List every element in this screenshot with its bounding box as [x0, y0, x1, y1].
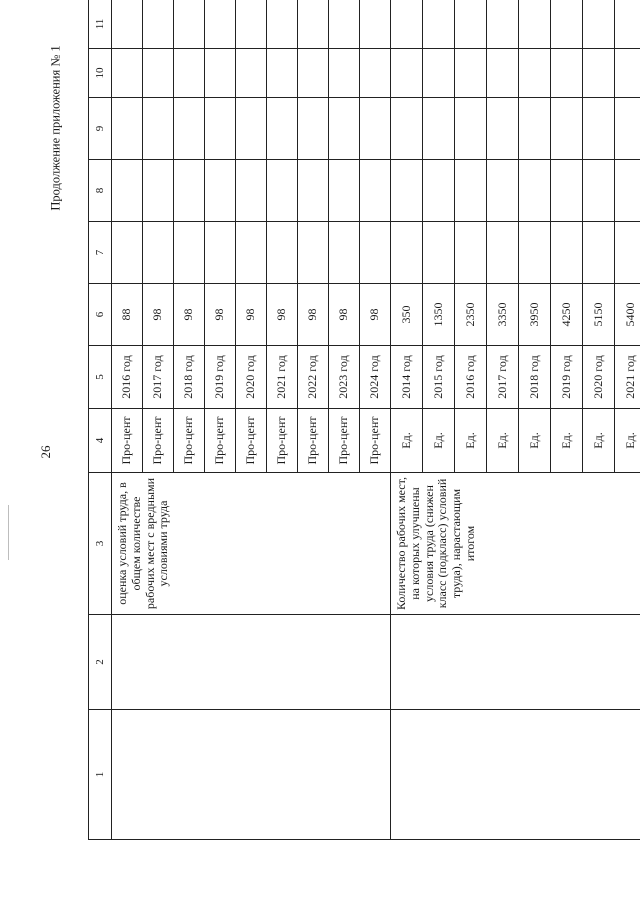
year-cell: 2019 год: [205, 346, 236, 409]
rotated-table-container: [88, 18, 637, 840]
blank-cell: [267, 222, 298, 284]
page-number: 26: [38, 445, 53, 459]
value-cell: 4250: [551, 284, 583, 346]
year-cell: 2018 год: [519, 346, 551, 409]
blank-cell: [487, 98, 519, 160]
value-cell: 98: [236, 284, 267, 346]
blank-cell: [174, 0, 205, 49]
blank-cell: [455, 0, 487, 49]
unit-cell: Ед.: [455, 409, 487, 473]
blank-cell: [455, 222, 487, 284]
appendix-continuation-header: Продолжение приложения № 1: [48, 45, 63, 211]
column-number: 8: [89, 160, 112, 222]
value-cell: 5150: [583, 284, 615, 346]
blank-cell: [112, 710, 391, 840]
unit-cell: Ед.: [519, 409, 551, 473]
blank-cell: [615, 49, 640, 98]
blank-cell: [519, 0, 551, 49]
value-cell: 98: [143, 284, 174, 346]
column-number: 4: [89, 409, 112, 473]
value-cell: 350: [391, 284, 423, 346]
blank-cell: [329, 222, 360, 284]
column-number: 2: [89, 615, 112, 710]
unit-cell: Ед.: [583, 409, 615, 473]
blank-cell: [112, 0, 143, 49]
value-cell: 3950: [519, 284, 551, 346]
blank-cell: [487, 49, 519, 98]
blank-cell: [298, 98, 329, 160]
blank-cell: [391, 710, 640, 840]
value-cell: 2350: [455, 284, 487, 346]
year-cell: 2020 год: [236, 346, 267, 409]
value-cell: 98: [329, 284, 360, 346]
blank-cell: [174, 160, 205, 222]
unit-cell: Ед.: [551, 409, 583, 473]
blank-cell: [236, 98, 267, 160]
blank-cell: [583, 0, 615, 49]
blank-cell: [519, 49, 551, 98]
year-cell: 2017 год: [143, 346, 174, 409]
blank-cell: [391, 98, 423, 160]
blank-cell: [360, 49, 391, 98]
blank-cell: [112, 49, 143, 98]
indicators-table: [88, 0, 640, 840]
blank-cell: [298, 0, 329, 49]
value-cell: 88: [112, 284, 143, 346]
value-cell: 98: [174, 284, 205, 346]
column-number: 9: [89, 98, 112, 160]
blank-cell: [360, 160, 391, 222]
blank-cell: [391, 160, 423, 222]
blank-cell: [267, 0, 298, 49]
blank-cell: [551, 222, 583, 284]
blank-cell: [615, 0, 640, 49]
blank-cell: [551, 0, 583, 49]
unit-cell: Ед.: [487, 409, 519, 473]
blank-cell: [143, 222, 174, 284]
unit-cell: Про-цент: [174, 409, 205, 473]
blank-cell: [583, 222, 615, 284]
blank-cell: [455, 49, 487, 98]
column-number: 1: [89, 710, 112, 840]
blank-cell: [298, 222, 329, 284]
year-cell: 2020 год: [583, 346, 615, 409]
table-row: [391, 0, 423, 840]
year-cell: 2015 год: [423, 346, 455, 409]
blank-cell: [519, 222, 551, 284]
blank-cell: [329, 0, 360, 49]
blank-cell: [143, 98, 174, 160]
blank-cell: [360, 0, 391, 49]
blank-cell: [143, 49, 174, 98]
unit-cell: Про-цент: [205, 409, 236, 473]
blank-cell: [174, 98, 205, 160]
blank-cell: [551, 49, 583, 98]
blank-cell: [205, 98, 236, 160]
blank-cell: [583, 98, 615, 160]
blank-cell: [519, 160, 551, 222]
blank-cell: [487, 160, 519, 222]
blank-cell: [205, 0, 236, 49]
value-cell: 98: [298, 284, 329, 346]
unit-cell: Про-цент: [298, 409, 329, 473]
blank-cell: [329, 49, 360, 98]
blank-cell: [143, 0, 174, 49]
blank-cell: [391, 615, 640, 710]
blank-cell: [174, 222, 205, 284]
blank-cell: [329, 160, 360, 222]
blank-cell: [236, 160, 267, 222]
blank-cell: [236, 49, 267, 98]
column-number: 3: [89, 473, 112, 615]
blank-cell: [423, 98, 455, 160]
column-number: 6: [89, 284, 112, 346]
value-cell: 98: [205, 284, 236, 346]
blank-cell: [360, 222, 391, 284]
table-row: [112, 0, 143, 840]
blank-cell: [143, 160, 174, 222]
blank-cell: [519, 98, 551, 160]
year-cell: 2019 год: [551, 346, 583, 409]
blank-cell: [360, 98, 391, 160]
blank-cell: [112, 160, 143, 222]
column-number-row: [89, 0, 112, 840]
year-cell: 2023 год: [329, 346, 360, 409]
blank-cell: [205, 49, 236, 98]
value-cell: 98: [267, 284, 298, 346]
scan-artifact-line: [8, 505, 9, 560]
unit-cell: Ед.: [391, 409, 423, 473]
year-cell: 2016 год: [455, 346, 487, 409]
unit-cell: Ед.: [615, 409, 640, 473]
blank-cell: [391, 49, 423, 98]
blank-cell: [455, 98, 487, 160]
column-number: 7: [89, 222, 112, 284]
blank-cell: [174, 49, 205, 98]
value-cell: 1350: [423, 284, 455, 346]
blank-cell: [615, 222, 640, 284]
year-cell: 2018 год: [174, 346, 205, 409]
unit-cell: Про-цент: [267, 409, 298, 473]
column-number: 11: [89, 0, 112, 49]
unit-cell: Про-цент: [329, 409, 360, 473]
blank-cell: [329, 98, 360, 160]
blank-cell: [236, 0, 267, 49]
group1-description: оценка условий труда, в общем количестве рабочих мест с вредными условиями труда: [112, 473, 391, 615]
year-cell: 2024 год: [360, 346, 391, 409]
blank-cell: [391, 0, 423, 49]
blank-cell: [112, 98, 143, 160]
blank-cell: [583, 160, 615, 222]
blank-cell: [423, 49, 455, 98]
unit-cell: Про-цент: [143, 409, 174, 473]
blank-cell: [236, 222, 267, 284]
unit-cell: Про-цент: [112, 409, 143, 473]
blank-cell: [487, 222, 519, 284]
blank-cell: [423, 0, 455, 49]
blank-cell: [112, 615, 391, 710]
blank-cell: [487, 0, 519, 49]
blank-cell: [615, 98, 640, 160]
blank-cell: [423, 160, 455, 222]
blank-cell: [112, 222, 143, 284]
year-cell: 2014 год: [391, 346, 423, 409]
blank-cell: [298, 160, 329, 222]
unit-cell: Про-цент: [360, 409, 391, 473]
column-number: 10: [89, 49, 112, 98]
blank-cell: [205, 160, 236, 222]
year-cell: 2021 год: [615, 346, 640, 409]
blank-cell: [267, 160, 298, 222]
blank-cell: [267, 49, 298, 98]
column-number: 5: [89, 346, 112, 409]
blank-cell: [423, 222, 455, 284]
blank-cell: [551, 160, 583, 222]
blank-cell: [583, 49, 615, 98]
blank-cell: [455, 160, 487, 222]
blank-cell: [615, 160, 640, 222]
year-cell: 2017 год: [487, 346, 519, 409]
year-cell: 2016 год: [112, 346, 143, 409]
value-cell: 98: [360, 284, 391, 346]
blank-cell: [267, 98, 298, 160]
blank-cell: [298, 49, 329, 98]
group2-description: Количество рабочих мест, на которых улучшены условия труда (снижен класс (подкласс) условий труда), нарастающим итогом: [391, 473, 640, 615]
unit-cell: Ед.: [423, 409, 455, 473]
year-cell: 2021 год: [267, 346, 298, 409]
unit-cell: Про-цент: [236, 409, 267, 473]
blank-cell: [551, 98, 583, 160]
value-cell: 3350: [487, 284, 519, 346]
year-cell: 2022 год: [298, 346, 329, 409]
value-cell: 5400: [615, 284, 640, 346]
blank-cell: [391, 222, 423, 284]
blank-cell: [205, 222, 236, 284]
